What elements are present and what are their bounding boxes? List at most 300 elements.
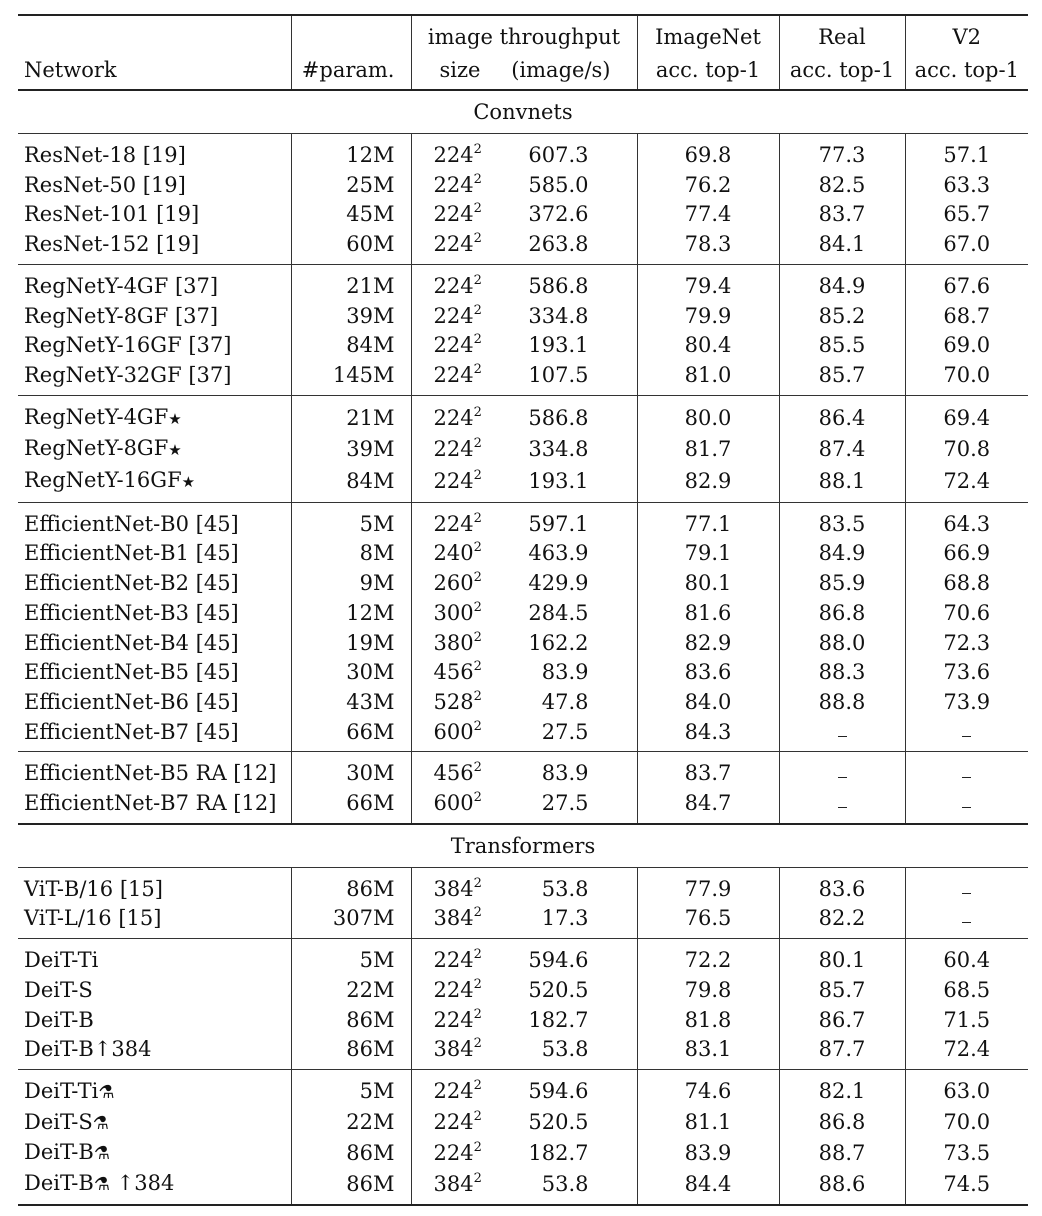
table-row — [18, 539, 1028, 569]
throughput: 162.2 — [503, 629, 637, 659]
image-size — [411, 904, 503, 938]
imagenet-acc: 79.4 — [637, 264, 779, 301]
throughput: 597.1 — [503, 502, 637, 539]
table-row — [18, 134, 1028, 171]
network-name — [18, 1006, 291, 1036]
v2-value: 68.8 — [943, 571, 991, 596]
network-label: ViT-B/16 [15] — [24, 876, 163, 901]
size-exponent: 2 — [473, 540, 482, 556]
network-name — [18, 629, 291, 659]
size-exponent: 2 — [473, 659, 482, 675]
network-label: EfficientNet-B5 [45] — [24, 660, 239, 685]
v2-acc — [905, 1069, 1028, 1107]
size-exponent: 2 — [473, 905, 482, 921]
imagenet-acc: 82.9 — [637, 466, 779, 502]
table-row — [18, 264, 1028, 301]
image-size — [411, 539, 503, 569]
throughput: 182.7 — [503, 1138, 637, 1169]
param-count: 86M — [291, 1169, 411, 1205]
param-count: 84M — [291, 331, 411, 361]
real-acc — [779, 230, 905, 264]
network-name — [18, 331, 291, 361]
size-exponent: 2 — [473, 361, 482, 377]
throughput: 585.0 — [503, 171, 637, 201]
network-name — [18, 1169, 291, 1205]
table-row — [18, 434, 1028, 466]
v2-acc — [905, 264, 1028, 301]
network-name — [18, 599, 291, 629]
image-size — [411, 466, 503, 502]
header-throughput: (image/s) — [503, 52, 637, 90]
real-value: 84.9 — [818, 273, 866, 298]
v2-value: 73.9 — [943, 689, 991, 714]
table-row — [18, 1006, 1028, 1036]
throughput: 47.8 — [503, 688, 637, 718]
real-acc — [779, 171, 905, 201]
real-acc — [779, 434, 905, 466]
network-name — [18, 658, 291, 688]
size-exponent: 2 — [473, 688, 482, 704]
real-acc — [779, 939, 905, 976]
v2-value: 70.0 — [943, 362, 991, 387]
header-param-top — [291, 15, 411, 52]
image-size — [411, 1069, 503, 1107]
throughput: 193.1 — [503, 331, 637, 361]
real-value: 85.9 — [818, 571, 866, 596]
network-name — [18, 867, 291, 904]
image-size — [411, 134, 503, 171]
network-name — [18, 539, 291, 569]
header-row-1 — [18, 15, 1028, 52]
imagenet-acc: 79.1 — [637, 539, 779, 569]
network-label: DeiT-B — [24, 1171, 94, 1196]
real-value: 83.6 — [818, 876, 866, 901]
size-exponent: 2 — [473, 875, 482, 891]
table-row — [18, 1108, 1028, 1139]
param-count: 86M — [291, 1035, 411, 1069]
size-exponent: 2 — [473, 1109, 482, 1125]
image-size — [411, 171, 503, 201]
real-value: 85.7 — [818, 977, 866, 1002]
param-count: 19M — [291, 629, 411, 659]
header-imagenet: ImageNet — [637, 15, 779, 52]
network-name — [18, 134, 291, 171]
throughput: 284.5 — [503, 599, 637, 629]
v2-acc — [905, 1006, 1028, 1036]
imagenet-acc: 84.0 — [637, 688, 779, 718]
v2-value: 66.9 — [943, 541, 991, 566]
table-row — [18, 976, 1028, 1006]
table-row — [18, 502, 1028, 539]
real-acc — [779, 718, 905, 752]
real-acc — [779, 331, 905, 361]
image-size — [411, 569, 503, 599]
header-real: Real — [779, 15, 905, 52]
real-value: 88.0 — [818, 630, 866, 655]
imagenet-acc: 81.0 — [637, 361, 779, 395]
table-row — [18, 230, 1028, 264]
imagenet-acc: 69.8 — [637, 134, 779, 171]
section-title: Transformers — [18, 824, 1028, 868]
size-exponent: 2 — [473, 1006, 482, 1022]
network-name — [18, 752, 291, 789]
v2-acc — [905, 1108, 1028, 1139]
network-name — [18, 502, 291, 539]
network-label: RegNetY-16GF — [24, 468, 182, 493]
param-count: 30M — [291, 752, 411, 789]
missing-value-dash — [838, 807, 847, 808]
image-size-value: 384 — [433, 906, 474, 931]
real-acc — [779, 752, 905, 789]
section-header — [18, 90, 1028, 134]
imagenet-acc: 79.8 — [637, 976, 779, 1006]
image-size-value: 456 — [433, 660, 474, 685]
image-size-value: 224 — [433, 437, 474, 462]
header-size: size — [439, 58, 481, 82]
param-count: 5M — [291, 1069, 411, 1107]
header-row-2 — [18, 52, 1028, 90]
network-label: EfficientNet-B3 [45] — [24, 600, 239, 625]
throughput: 334.8 — [503, 434, 637, 466]
network-label: ViT-L/16 [15] — [24, 906, 162, 931]
throughput: 429.9 — [503, 569, 637, 599]
param-count: 45M — [291, 200, 411, 230]
network-label: ResNet-50 [19] — [24, 172, 186, 197]
size-exponent: 2 — [473, 947, 482, 963]
real-value: 87.7 — [818, 1037, 866, 1062]
image-size — [411, 939, 503, 976]
size-exponent: 2 — [473, 760, 482, 776]
image-size-value: 224 — [433, 1007, 474, 1032]
results-table — [18, 14, 1028, 1206]
network-label: DeiT-S — [24, 977, 93, 1002]
size-exponent: 2 — [473, 1078, 482, 1094]
real-value: 88.7 — [818, 1140, 866, 1165]
missing-value-dash — [962, 777, 971, 778]
param-count: 5M — [291, 502, 411, 539]
throughput: 607.3 — [503, 134, 637, 171]
image-size-value: 384 — [433, 1171, 474, 1196]
size-exponent: 2 — [473, 1036, 482, 1052]
image-size-value: 224 — [433, 977, 474, 1002]
v2-acc — [905, 658, 1028, 688]
v2-acc — [905, 718, 1028, 752]
real-value: 88.1 — [818, 469, 866, 494]
header-v2: V2 — [952, 25, 982, 49]
throughput: 334.8 — [503, 302, 637, 332]
imagenet-acc: 84.7 — [637, 789, 779, 824]
param-count: 66M — [291, 718, 411, 752]
real-value: 77.3 — [818, 143, 866, 167]
image-size — [411, 200, 503, 230]
network-label: EfficientNet-B2 [45] — [24, 571, 239, 596]
image-size-value: 300 — [433, 600, 474, 625]
table-row — [18, 658, 1028, 688]
table-row — [18, 1035, 1028, 1069]
real-acc — [779, 466, 905, 502]
imagenet-acc: 80.0 — [637, 395, 779, 434]
star-icon: ★ — [168, 409, 182, 428]
size-exponent: 2 — [473, 468, 482, 484]
network-name — [18, 904, 291, 938]
network-label: ResNet-18 [19] — [24, 143, 186, 167]
image-size-value: 456 — [433, 761, 474, 786]
v2-acc — [905, 134, 1028, 171]
network-label: DeiT-B — [24, 1007, 94, 1032]
throughput: 53.8 — [503, 1169, 637, 1205]
resolution-suffix: 384 — [134, 1171, 175, 1196]
real-acc — [779, 502, 905, 539]
network-label: DeiT-B — [24, 1037, 94, 1062]
real-acc — [779, 200, 905, 230]
real-acc — [779, 658, 905, 688]
real-acc — [779, 976, 905, 1006]
v2-acc — [905, 395, 1028, 434]
real-acc — [779, 361, 905, 395]
real-acc — [779, 629, 905, 659]
v2-value: 68.5 — [943, 977, 991, 1002]
missing-value-dash — [962, 922, 971, 923]
size-exponent: 2 — [473, 404, 482, 420]
network-name — [18, 1138, 291, 1169]
size-exponent: 2 — [473, 718, 482, 734]
distillation-flask-icon: ⚗ — [93, 1174, 110, 1196]
size-exponent: 2 — [473, 272, 482, 288]
throughput: 107.5 — [503, 361, 637, 395]
header-real-acc: acc. top-1 — [779, 52, 905, 90]
throughput: 594.6 — [503, 1069, 637, 1107]
network-label: EfficientNet-B5 RA [12] — [24, 761, 277, 786]
size-exponent: 2 — [473, 436, 482, 452]
v2-value: 74.5 — [943, 1171, 991, 1196]
results-table-container — [18, 14, 1028, 1206]
real-value: 88.3 — [818, 660, 866, 685]
image-size-value: 224 — [433, 232, 474, 257]
throughput: 263.8 — [503, 230, 637, 264]
param-count: 145M — [291, 361, 411, 395]
table-row — [18, 752, 1028, 789]
real-value: 82.2 — [818, 906, 866, 931]
network-name — [18, 789, 291, 824]
param-count: 43M — [291, 688, 411, 718]
network-label: EfficientNet-B6 [45] — [24, 689, 239, 714]
network-name — [18, 569, 291, 599]
network-name — [18, 1035, 291, 1069]
imagenet-acc: 80.1 — [637, 569, 779, 599]
v2-value: 70.0 — [943, 1110, 991, 1135]
v2-acc — [905, 976, 1028, 1006]
network-name — [18, 1108, 291, 1139]
real-acc — [779, 1035, 905, 1069]
network-label: RegNetY-4GF — [24, 404, 169, 429]
network-label: DeiT-Ti — [24, 948, 99, 973]
image-size — [411, 1169, 503, 1205]
real-value: 86.8 — [818, 600, 866, 625]
image-size — [411, 395, 503, 434]
param-count: 21M — [291, 264, 411, 301]
v2-value: 63.3 — [943, 172, 991, 197]
network-name — [18, 200, 291, 230]
table-row — [18, 1169, 1028, 1205]
table-row — [18, 171, 1028, 201]
imagenet-acc: 81.6 — [637, 599, 779, 629]
image-size-value: 528 — [433, 689, 474, 714]
imagenet-acc: 72.2 — [637, 939, 779, 976]
up-arrow-icon: ↑ — [93, 1037, 112, 1062]
network-label: DeiT-B — [24, 1140, 94, 1165]
v2-value: 69.0 — [943, 333, 991, 358]
real-value: 82.1 — [818, 1079, 866, 1104]
real-acc — [779, 867, 905, 904]
network-name — [18, 230, 291, 264]
param-count: 307M — [291, 904, 411, 938]
size-exponent: 2 — [473, 510, 482, 526]
real-acc — [779, 1108, 905, 1139]
v2-value: 57.1 — [943, 143, 991, 167]
image-size-value: 240 — [433, 541, 474, 566]
param-count: 22M — [291, 1108, 411, 1139]
network-label: EfficientNet-B4 [45] — [24, 630, 239, 655]
v2-acc — [905, 752, 1028, 789]
image-size — [411, 230, 503, 264]
param-count: 9M — [291, 569, 411, 599]
v2-acc — [905, 569, 1028, 599]
image-size-value: 224 — [433, 1140, 474, 1165]
imagenet-acc: 77.4 — [637, 200, 779, 230]
image-size-value: 224 — [433, 362, 474, 387]
missing-value-dash — [962, 736, 971, 737]
v2-acc — [905, 230, 1028, 264]
star-icon: ★ — [181, 473, 196, 492]
v2-acc — [905, 1138, 1028, 1169]
network-name — [18, 395, 291, 434]
network-label: ResNet-152 [19] — [24, 232, 200, 257]
v2-acc — [905, 629, 1028, 659]
throughput: 27.5 — [503, 789, 637, 824]
throughput: 17.3 — [503, 904, 637, 938]
network-label: DeiT-S — [24, 1109, 93, 1134]
network-label: EfficientNet-B7 RA [12] — [24, 791, 277, 816]
real-value: 82.5 — [818, 172, 866, 197]
table-row — [18, 200, 1028, 230]
network-label: ResNet-101 [19] — [24, 202, 200, 227]
v2-value: 72.4 — [943, 1037, 991, 1062]
image-size-value: 384 — [433, 1037, 474, 1062]
results-table-body — [18, 90, 1028, 1205]
real-value: 85.5 — [818, 333, 866, 358]
real-value: 85.2 — [818, 303, 866, 328]
v2-acc — [905, 789, 1028, 824]
network-name — [18, 939, 291, 976]
image-size — [411, 718, 503, 752]
throughput: 83.9 — [503, 752, 637, 789]
network-name — [18, 976, 291, 1006]
real-value: 85.7 — [818, 362, 866, 387]
image-size — [411, 502, 503, 539]
v2-acc — [905, 539, 1028, 569]
star-icon: ★ — [168, 441, 182, 460]
param-count: 22M — [291, 976, 411, 1006]
image-size-value: 224 — [433, 202, 474, 227]
real-value: 86.4 — [818, 405, 866, 430]
header-network: Network — [18, 52, 291, 90]
real-acc — [779, 134, 905, 171]
table-row — [18, 569, 1028, 599]
table-row — [18, 599, 1028, 629]
up-arrow-icon: ↑ — [116, 1171, 135, 1196]
size-exponent: 2 — [473, 171, 482, 187]
param-count: 21M — [291, 395, 411, 434]
header-network-top — [18, 15, 291, 52]
v2-value: 73.6 — [943, 660, 991, 685]
v2-acc — [905, 1169, 1028, 1205]
real-acc — [779, 1138, 905, 1169]
v2-value: 65.7 — [943, 202, 991, 227]
real-value: 83.7 — [818, 202, 866, 227]
distillation-flask-icon: ⚗ — [92, 1112, 109, 1134]
image-size — [411, 752, 503, 789]
param-count: 86M — [291, 867, 411, 904]
image-size — [411, 302, 503, 332]
header-v2-acc: acc. top-1 — [914, 58, 1019, 82]
param-count: 84M — [291, 466, 411, 502]
imagenet-acc: 84.3 — [637, 718, 779, 752]
missing-value-dash — [962, 807, 971, 808]
throughput: 463.9 — [503, 539, 637, 569]
table-row — [18, 1138, 1028, 1169]
v2-value: 73.5 — [943, 1140, 991, 1165]
throughput: 27.5 — [503, 718, 637, 752]
table-row — [18, 361, 1028, 395]
real-value: 88.8 — [818, 689, 866, 714]
v2-acc — [905, 331, 1028, 361]
network-name — [18, 171, 291, 201]
param-count: 5M — [291, 939, 411, 976]
network-label: RegNetY-16GF [37] — [24, 333, 232, 358]
size-exponent: 2 — [473, 142, 482, 157]
network-name — [18, 466, 291, 502]
image-size — [411, 264, 503, 301]
v2-acc — [905, 171, 1028, 201]
real-acc — [779, 1169, 905, 1205]
v2-value: 69.4 — [943, 405, 991, 430]
network-name — [18, 1069, 291, 1107]
image-size — [411, 658, 503, 688]
throughput: 193.1 — [503, 466, 637, 502]
network-name — [18, 688, 291, 718]
image-size-value: 380 — [433, 630, 474, 655]
v2-value: 70.6 — [943, 600, 991, 625]
image-size — [411, 361, 503, 395]
size-exponent: 2 — [473, 1139, 482, 1155]
real-acc — [779, 599, 905, 629]
v2-value: 63.0 — [943, 1079, 991, 1104]
image-size-value: 224 — [433, 172, 474, 197]
real-value: 88.6 — [818, 1171, 866, 1196]
network-label: RegNetY-32GF [37] — [24, 362, 232, 387]
section-header — [18, 824, 1028, 868]
v2-acc — [905, 904, 1028, 938]
image-size-value: 260 — [433, 571, 474, 596]
image-size-value: 224 — [433, 303, 474, 328]
image-size — [411, 331, 503, 361]
size-exponent: 2 — [473, 231, 482, 247]
table-row — [18, 395, 1028, 434]
network-label: RegNetY-8GF — [24, 436, 169, 461]
image-size-value: 224 — [433, 333, 474, 358]
table-row — [18, 629, 1028, 659]
imagenet-acc: 81.8 — [637, 1006, 779, 1036]
